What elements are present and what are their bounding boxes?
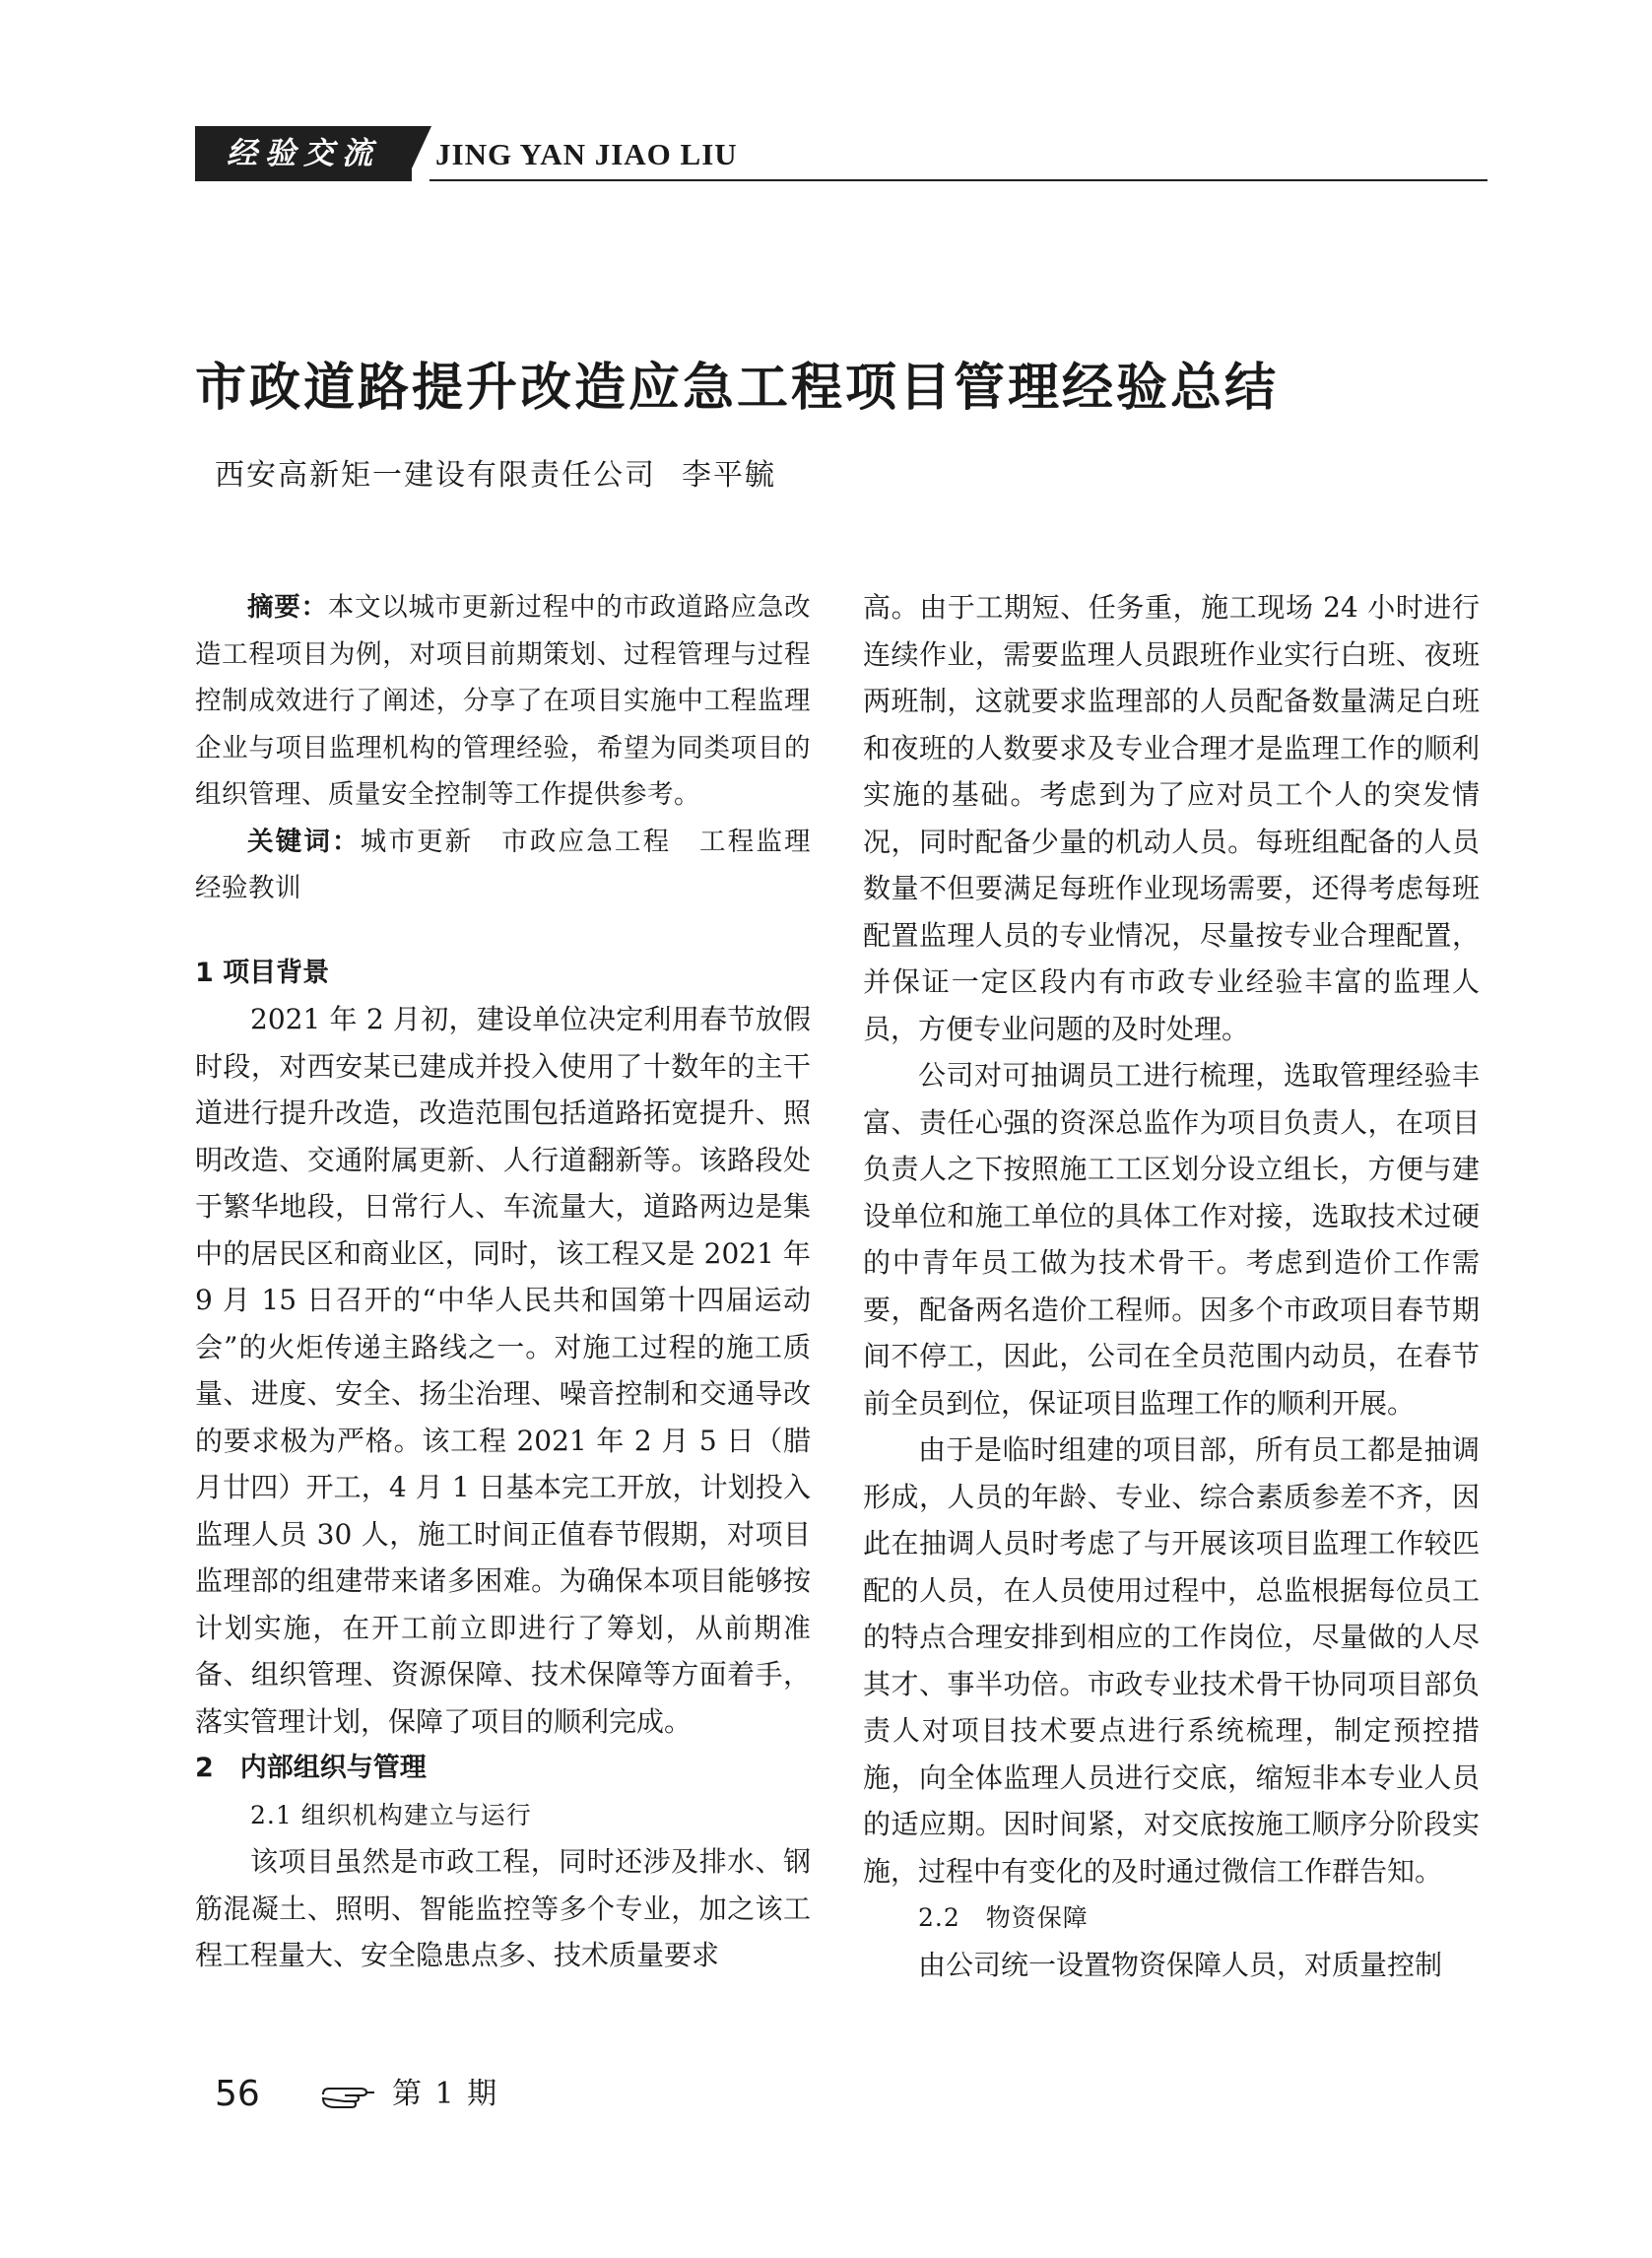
left-column (195, 584, 838, 1979)
section-header (195, 126, 1487, 181)
keywords-text: 城市更新 市政应急工程 工程监理 经验教训 (195, 826, 838, 903)
section-2-2-paragraph-1: 由公司统一设置物资保障人员，对质量控制 (918, 1948, 1443, 1981)
abstract-label: 摘要： (247, 592, 328, 623)
abstract-text: 本文以城市更新过程中的市政道路应急改造工程项目为例，对项目前期策划、过程管理与过程控制成效进行了阐述，分享了在项目实施中工程监理企业与项目监理机构的管理经验，希望为同类项目的组织管理、质量安全控制等工作提供参考。 (195, 592, 811, 810)
author-organization: 西安高新矩一建设有限责任公司 (215, 458, 656, 493)
section-2-heading: 2 内部组织与管理 (195, 1753, 427, 1783)
header-slant-decoration (406, 126, 431, 181)
section-1-heading: 1 项目背景 (195, 957, 330, 988)
article-title: 市政道路提升改造应急工程项目管理经验总结 (195, 359, 1280, 418)
section-label-en: JING YAN JIAO LIU (435, 137, 738, 171)
issue-label: 第 1 期 (392, 2077, 499, 2111)
header-rule (430, 179, 1487, 181)
spacer (195, 912, 811, 950)
keywords (195, 819, 838, 912)
abstract (195, 584, 811, 819)
page-number: 56 (215, 2074, 260, 2114)
section-2-1-paragraph-1: 该项目虽然是市政工程，同时还涉及排水、钢筋混凝土、照明、智能监控等多个专业，加之该工程工程量大、安全隐患点多、技术质量要求 (195, 1845, 811, 1971)
section-2-1-heading: 2.1 组织机构建立与运行 (250, 1800, 532, 1829)
section-2-1-paragraph-1-continued: 高。由于工期短、任务重，施工现场 24 小时进行连续作业，需要监理人员跟班作业实行白班、夜班两班制，这就要求监理部的人员配备数量满足白班和夜班的人数要求及专业合理才是监理工作的顺利实施的基础。考虑到为了应对员工个人的突发情况，同时配备少量的机动人员。每班组配备的人员数量不但要满足每班作业现场需要，还得考虑每班配置监理人员的专业情况，尽量按专业合理配置，并保证一定区段内有市政专业经验丰富的监理人员，方便专业问题的及时处理。 (863, 591, 1480, 1045)
right-column (863, 584, 1480, 1988)
keywords-label: 关键词： (247, 826, 361, 857)
byline (215, 451, 776, 500)
section-2-1-paragraph-2: 公司对可抽调员工进行梳理，选取管理经验丰富、责任心强的资深总监作为项目负责人，在项目负责人之下按照施工工区划分设立组长，方便与建设单位和施工单位的具体工作对接，选取技术过硬的中青年员工做为技术骨干。考虑到造价工作需要，配备两名造价工程师。因多个市政项目春节期间不停工，因此，公司在全员范围内动员，在春节前全员到位，保证项目监理工作的顺利开展。 (863, 1059, 1480, 1420)
author-name: 李平毓 (682, 458, 776, 493)
section-2-1-paragraph-3: 由于是临时组建的项目部，所有员工都是抽调形成，人员的年龄、专业、综合素质参差不齐，因此在抽调人员时考虑了与开展该项目监理工作较匹配的人员，在人员使用过程中，总监根据每位员工的特点合理安排到相应的工作岗位，尽量做的人尽其才、事半功倍。市政专业技术骨干协同项目部负责人对项目技术要点进行系统梳理，制定预控措施，向全体监理人员进行交底，缩短非本专业人员的适应期。因时间紧，对交底按施工顺序分阶段实施，过程中有变化的及时通过微信工作群告知。 (863, 1433, 1480, 1888)
section-2-2-heading: 2.2 物资保障 (918, 1903, 1089, 1932)
pointing-hand-icon (321, 2081, 376, 2110)
section-label-cn: 经验交流 (195, 126, 412, 181)
section-1-paragraph: 2021 年 2 月初，建设单位决定利用春节放假时段，对西安某已建成并投入使用了十数年的主干道进行提升改造，改造范围包括道路拓宽提升、照明改造、交通附属更新、人行道翻新等。该路段处于繁华地段，日常行人、车流量大，道路两边是集中的居民区和商业区，同时，该工程又是 2021 年 9 月 15 日召开的“中华人民共和国第十四届运动会”的火炬传递主路线之一。对施工过程的施工质量、进度、安全、扬尘治理、噪音控制和交通导改的要求极为严格。该工程 2021 年 2 月 5 日（腊月廿四）开工，4 月 1 日基本完工开放，计划投入监理人员 30 人，施工时间正值春节假期，对项目监理部的组建带来诸多困难。为确保本项目能够按计划实施，在开工前立即进行了筹划，从前期准备、组织管理、资源保障、技术保障等方面着手，落实管理计划，保障了项目的顺利完成。 (195, 1003, 811, 1738)
